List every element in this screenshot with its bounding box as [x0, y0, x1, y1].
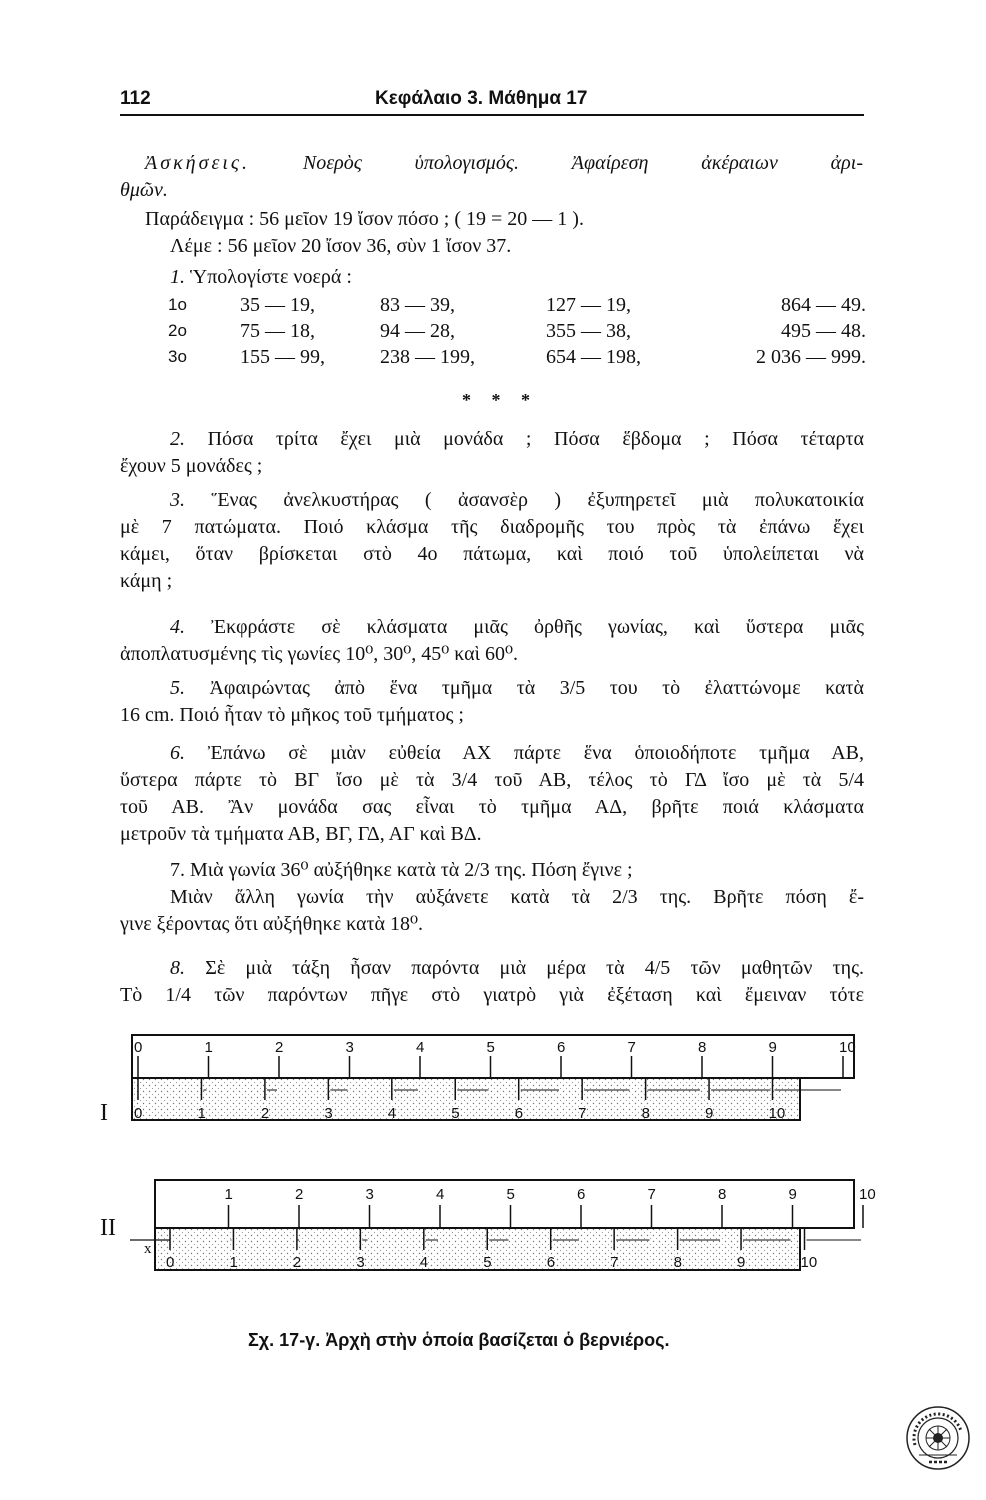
exercise-5-line-1 — [170, 675, 864, 702]
vernier-tick-label: 8 — [641, 1105, 650, 1122]
calc-cell: 127 — 19, — [546, 293, 631, 316]
scale-tick-label: 0 — [134, 1039, 143, 1056]
scale-tick-label: 6 — [557, 1039, 566, 1056]
row-label: 2ο — [168, 321, 187, 340]
scale-tick-label: 2 — [295, 1186, 304, 1203]
table-row — [168, 318, 866, 344]
exercise-3-line-4: κάμη ; — [120, 570, 173, 592]
row-label: 3ο — [168, 347, 187, 366]
vernier-tick-label: 1 — [229, 1254, 238, 1271]
calc-table — [168, 292, 866, 370]
calc-cell: 155 — 99, — [240, 345, 325, 368]
calc-cell: 654 — 198, — [546, 345, 641, 368]
vernier-tick-label: 6 — [546, 1254, 556, 1271]
scale-tick-label: 3 — [345, 1039, 354, 1056]
exercise-5-number: 5. — [170, 677, 185, 699]
exercise-5-line-2: 16 cm. Ποιό ἦταν τὸ μῆκος τοῦ τμήματος ; — [120, 704, 464, 726]
scale-tick-label: 1 — [204, 1039, 213, 1056]
exercise-2-number: 2. — [170, 428, 185, 450]
vernier-tick-label: 10 — [768, 1105, 786, 1122]
scale-tick-label: 1 — [224, 1186, 233, 1203]
vernier-tick-label: 4 — [419, 1254, 429, 1271]
table-row — [168, 292, 866, 318]
exercise-5-text: Ἀφαιρώντας ἀπὸ ἕνα τμῆμα τὰ 3/5 του τὸ ἐλαττώνομε κατὰ — [209, 677, 864, 699]
exercise-2-text: Πόσα τρίτα ἔχει μιὰ μονάδα ; Πόσα ἕβδομα ; Πόσα τέταρτα — [207, 428, 864, 450]
library-stamp-logo — [905, 1405, 971, 1471]
vernier-tick-label: 2 — [292, 1254, 302, 1271]
vernier-tick-label: 4 — [387, 1105, 397, 1122]
exercise-7-number: 7. — [170, 859, 185, 881]
exercise-3-text: Ἕνας ἀνελκυστήρας ( ἀσανσὲρ ) ἐξυπηρετεῖ μιὰ πολυκατοικία — [211, 489, 864, 511]
heading-continuation: θμῶν. — [120, 179, 168, 201]
scale-tick-label: 9 — [768, 1039, 777, 1056]
calc-cell: 864 — 49. — [781, 293, 866, 316]
vernier-tick-label: 10 — [800, 1254, 818, 1271]
calc-cell: 355 — 38, — [546, 319, 631, 342]
label-I: I — [100, 1100, 108, 1126]
exercise-8-line-2: Τὸ 1/4 τῶν παρόντων πῆγε στὸ γιατρὸ γιὰ ἐξέταση καὶ ἔμειναν τότε — [120, 984, 864, 1006]
header-rule — [120, 114, 864, 116]
exercise-8-line-1 — [170, 955, 864, 982]
exercise-4-number: 4. — [170, 616, 185, 638]
label-II: II — [100, 1215, 116, 1241]
page-header — [120, 78, 864, 118]
vernier-tick-label: 9 — [737, 1254, 746, 1271]
exercise-2-line-2: ἔχουν 5 μονάδες ; — [120, 455, 263, 477]
exercise-8-number: 8. — [170, 957, 185, 979]
vernier-tick-label: 3 — [356, 1254, 365, 1271]
vernier-I — [132, 1078, 800, 1120]
vernier-II — [155, 1228, 800, 1270]
exercise-3-line-1 — [170, 487, 864, 514]
table-row — [168, 344, 866, 370]
scale-tick-label: 10 — [839, 1039, 856, 1056]
exercise-1-text: Ὑπολογίστε νοερά : — [190, 266, 352, 288]
scale-tick-label: 8 — [698, 1039, 707, 1056]
page-number: 112 — [120, 88, 151, 109]
scale-tick-label: 9 — [788, 1186, 797, 1203]
scale-tick-label: 4 — [416, 1039, 425, 1056]
section-heading — [145, 150, 863, 177]
chapter-title: Κεφάλαιο 3. Μάθημα 17 — [375, 88, 588, 109]
scale-tick-label: 3 — [365, 1186, 374, 1203]
exercise-3-number: 3. — [170, 489, 185, 511]
exercise-2-line-1 — [170, 426, 864, 453]
scale-tick-label: 5 — [486, 1039, 495, 1056]
vernier-tick-label: 0 — [134, 1105, 143, 1122]
calc-cell: 495 — 48. — [781, 319, 866, 342]
exercise-7-line-1 — [170, 857, 864, 884]
exercise-3-line-2: μὲ 7 πατώματα. Ποιό κλάσμα τῆς διαδρομῆς του πρὸς τὰ ἐπάνω ἔχει — [120, 516, 864, 538]
exercise-3-line-3: κάμει, ὅταν βρίσκεται στὸ 4ο πάτωμα, καὶ ποιό τοῦ ὑπολείπεται νὰ — [120, 543, 864, 565]
exercise-4-line-2: ἀποπλατυσμένης τὶς γωνίες 10⁰, 30⁰, 45⁰ καὶ 60⁰. — [120, 643, 519, 665]
exercise-6-text: Ἐπάνω σὲ μιὰν εὐθεία ΑΧ πάρτε ἕνα ὁποιοδήποτε τμῆμα ΑΒ, — [207, 742, 864, 764]
calc-cell: 94 — 28, — [380, 319, 455, 342]
calc-cell: 35 — 19, — [240, 293, 315, 316]
exercise-7-line-3: γινε ξέροντας ὅτι αὐξήθηκε κατὰ 18⁰. — [120, 913, 424, 935]
scale-tick-label: 2 — [275, 1039, 284, 1056]
exercise-7-line-2: Μιὰν ἄλλη γωνία τὴν αὐξάνετε κατὰ τὰ 2/3 της. Βρῆτε πόση ἔ- — [170, 886, 864, 908]
vernier-tick-label: 0 — [166, 1254, 175, 1271]
scale-tick-label: 10 — [859, 1186, 876, 1203]
calc-cell: 75 — 18, — [240, 319, 315, 342]
exercise-1-title — [170, 264, 860, 291]
vernier-tick-label: 5 — [483, 1254, 492, 1271]
exercise-6-line-4: μετροῦν τὰ τμήματα ΑΒ, ΒΓ, ΓΔ, ΑΓ καὶ ΒΔ. — [120, 823, 482, 845]
exercise-4-text: Ἐκφράστε σὲ κλάσματα μιᾶς ὀρθῆς γωνίας, καὶ ὕστερα μιᾶς — [211, 616, 865, 638]
label-x: x — [144, 1241, 152, 1257]
heading-spaced: Ἀσκήσεις. — [145, 152, 251, 174]
exercise-7-text: Μιὰ γωνία 36⁰ αὐξήθηκε κατὰ τὰ 2/3 της. Πόση ἔγινε ; — [190, 859, 633, 881]
exercise-6-line-2: ὕστερα πάρτε τὸ ΒΓ ἴσο μὲ τὰ 3/4 τοῦ ΑΒ, τέλος τὸ ΓΔ ἴσο μὲ τὰ 5/4 — [120, 769, 864, 791]
example-line: Παράδειγμα : 56 μεῖον 19 ἴσον πόσο ; ( 19 = 20 — 1 ). — [145, 208, 584, 230]
vernier-tick-label: 1 — [197, 1105, 206, 1122]
scale-tick-label: 5 — [506, 1186, 515, 1203]
vernier-tick-label: 7 — [610, 1254, 619, 1271]
vernier-tick-label: 3 — [324, 1105, 333, 1122]
vernier-tick-label: 6 — [514, 1105, 524, 1122]
row-label: 1ο — [168, 295, 187, 314]
vernier-figure — [100, 1030, 876, 1320]
scale-tick-label: 4 — [436, 1186, 445, 1203]
vernier-tick-label: 5 — [451, 1105, 460, 1122]
exercise-6-line-3: τοῦ ΑΒ. Ἂν μονάδα σας εἶναι τὸ τμῆμα ΑΔ, βρῆτε ποιά κλάσματα — [120, 796, 864, 818]
exercise-6-number: 6. — [170, 742, 185, 764]
vernier-tick-label: 2 — [260, 1105, 270, 1122]
exercise-6-line-1 — [170, 740, 864, 767]
calc-cell: 238 — 199, — [380, 345, 475, 368]
exercise-1-number: 1. — [170, 266, 185, 288]
heading-rest: Νοερὸς ὑπολογισμός. Ἀφαίρεση ἀκέραιων ἀρι- — [302, 152, 863, 174]
scale-tick-label: 6 — [577, 1186, 586, 1203]
scale-tick-label: 7 — [647, 1186, 656, 1203]
vernier-tick-label: 9 — [705, 1105, 714, 1122]
figure-marks — [100, 1035, 876, 1271]
exercise-8-text: Σὲ μιὰ τάξη ἦσαν παρόντα μιὰ μέρα τὰ 4/5 τῶν μαθητῶν της. — [205, 957, 864, 979]
vernier-tick-label: 7 — [578, 1105, 587, 1122]
section-separator: * * * — [462, 390, 538, 410]
calc-cell: 83 — 39, — [380, 293, 455, 316]
main-scale-II — [155, 1180, 854, 1228]
figure-caption: Σχ. 17-γ. Ἀρχὴ στὴν ὁποία βασίζεται ὁ βερνιέρος. — [248, 1330, 670, 1350]
vernier-tick-label: 8 — [673, 1254, 682, 1271]
scale-tick-label: 7 — [627, 1039, 636, 1056]
scale-tick-label: 8 — [718, 1186, 727, 1203]
exercise-4-line-1 — [170, 614, 864, 641]
calc-cell: 2 036 — 999. — [756, 345, 866, 368]
say-line: Λέμε : 56 μεῖον 20 ἴσον 36, σὺν 1 ἴσον 37. — [170, 235, 512, 257]
